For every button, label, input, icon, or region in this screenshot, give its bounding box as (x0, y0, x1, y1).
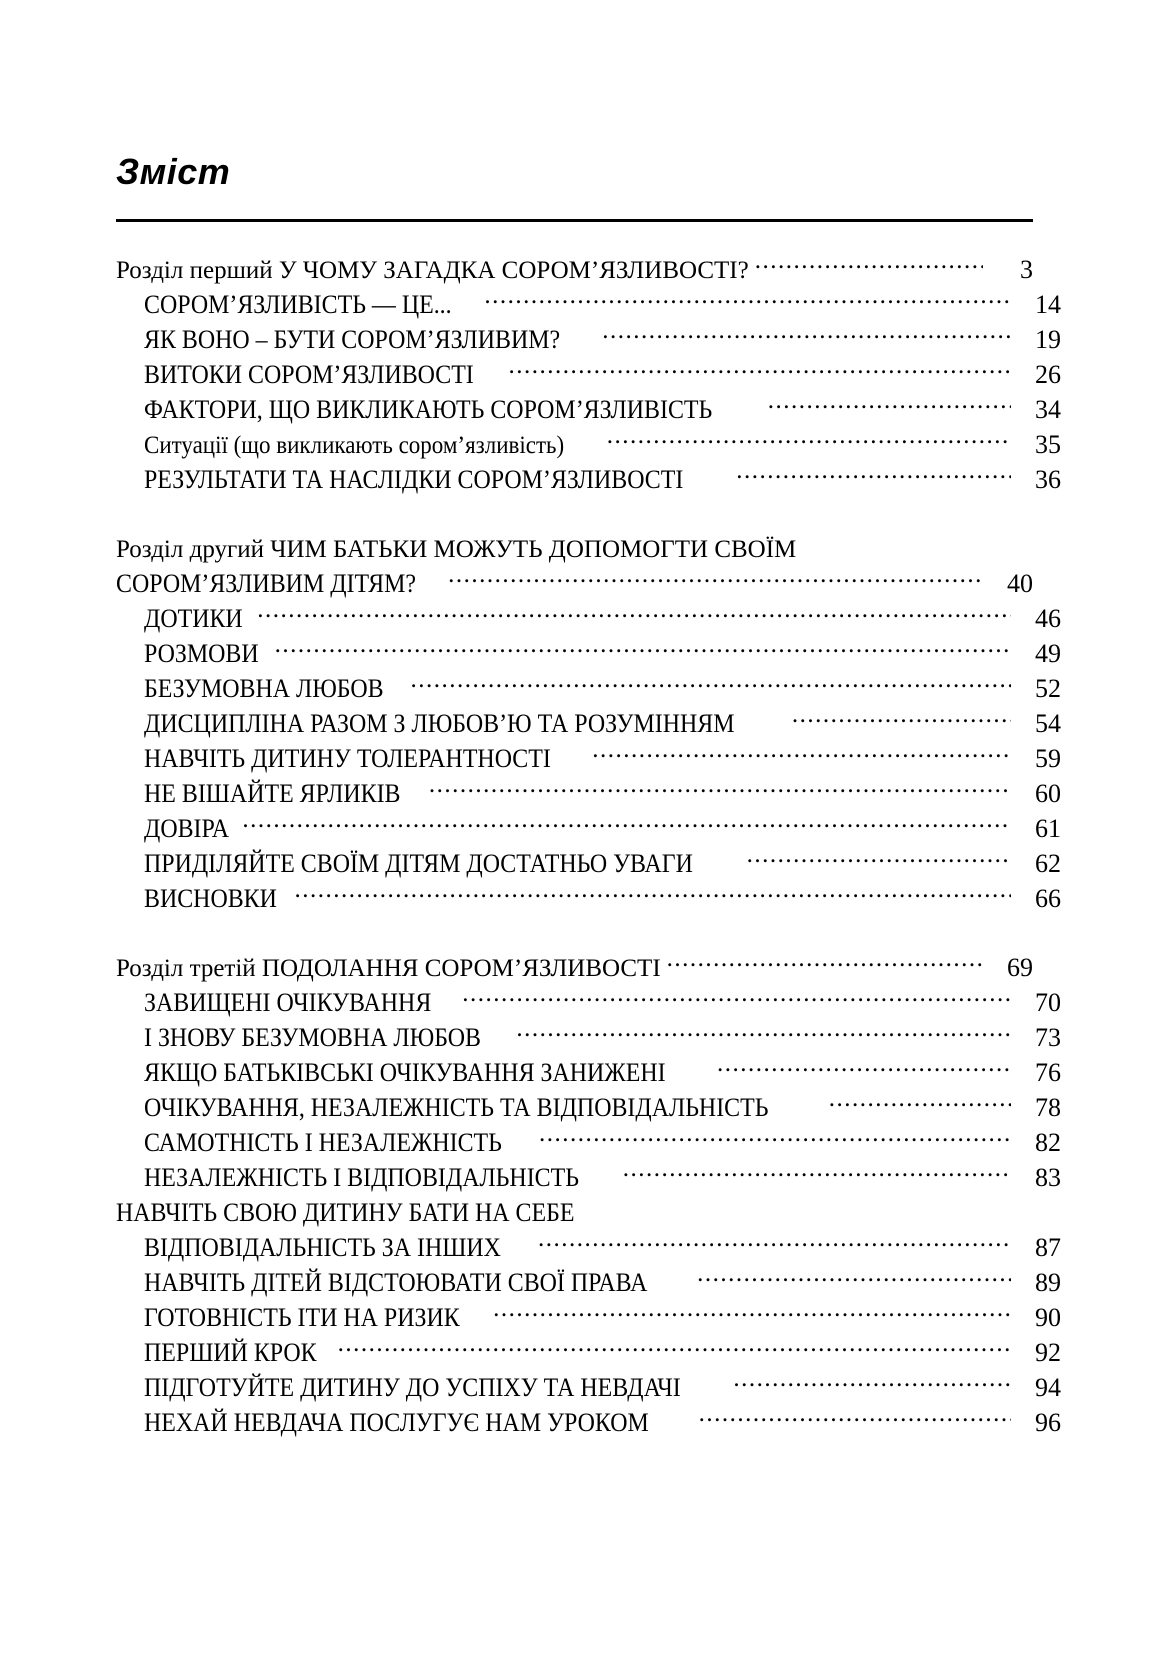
toc-entry-label: НЕХАЙ НЕВДАЧА ПОСЛУГУЄ НАМ УРОКОМ (144, 1408, 649, 1437)
toc-entry-row[interactable] (116, 636, 1061, 671)
toc-page-number: 34 (1035, 395, 1061, 424)
dot-leader (717, 1055, 1011, 1081)
toc-page-number: 59 (1035, 744, 1061, 773)
toc-entry-row[interactable] (116, 392, 1061, 427)
toc-entry-label: Розділ третій ПОДОЛАННЯ СОРОМ’ЯЗЛИВОСТІ (116, 955, 661, 982)
toc-entry-row[interactable] (116, 985, 1061, 1020)
toc-entry-row[interactable] (116, 776, 1061, 811)
dot-leader (733, 1370, 1011, 1396)
toc-page-number: 36 (1035, 465, 1061, 494)
toc-entry-label: ЯК ВОНО – БУТИ СОРОМ’ЯЗЛИВИМ? (144, 325, 561, 354)
toc-entry-row[interactable] (116, 881, 1061, 916)
dot-leader (607, 427, 1011, 453)
toc-entry-label: ПІДГОТУЙТЕ ДИТИНУ ДО УСПІХУ ТА НЕВДАЧІ (144, 1373, 681, 1402)
dot-leader (602, 322, 1011, 348)
toc-entry-row[interactable] (116, 1370, 1061, 1405)
toc-entry-label: ДОТИКИ (144, 604, 243, 633)
toc-page-number: 92 (1035, 1338, 1061, 1367)
toc-entry-label: Ситуації (що викликають сором’язливість) (144, 432, 565, 459)
toc-group (116, 950, 1061, 1440)
dot-leader (697, 1265, 1011, 1291)
dot-leader (516, 1020, 1011, 1046)
toc-chapter-row[interactable] (116, 531, 1033, 566)
toc-group-gap (116, 916, 1033, 950)
toc-entry-label: НАВЧІТЬ ДИТИНУ ТОЛЕРАНТНОСТІ (144, 744, 551, 773)
toc-chapter-row[interactable] (116, 950, 1033, 985)
dot-leader (829, 1090, 1011, 1116)
toc-page-number: 40 (1007, 569, 1033, 598)
toc-entry-label: ВИТОКИ СОРОМ’ЯЗЛИВОСТІ (144, 360, 474, 389)
dot-leader (768, 392, 1011, 418)
toc-page-number: 87 (1035, 1233, 1061, 1262)
toc-entry-label: РЕЗУЛЬТАТИ ТА НАСЛІДКИ СОРОМ’ЯЗЛИВОСТІ (144, 465, 684, 494)
dot-leader (802, 531, 983, 557)
toc-entry-row[interactable] (116, 1090, 1061, 1125)
toc-entry-row[interactable] (116, 1335, 1061, 1370)
toc-entry-label: НЕЗАЛЕЖНІСТЬ І ВІДПОВІДАЛЬНІСТЬ (144, 1163, 579, 1192)
toc-entry-label: СОРОМ’ЯЗЛИВІСТЬ — ЦЕ... (144, 290, 452, 319)
dot-leader (448, 566, 983, 592)
toc-entry-label: НАВЧІТЬ СВОЮ ДИТИНУ БАТИ НА СЕБЕ (116, 1198, 575, 1227)
toc-entry-row[interactable] (116, 427, 1061, 462)
toc-entry-row[interactable] (116, 846, 1061, 881)
toc-entry-label: БЕЗУМОВНА ЛЮБОВ (144, 674, 384, 703)
toc-entry-label: ВІДПОВІДАЛЬНІСТЬ ЗА ІНШИХ (144, 1233, 501, 1262)
toc-entry-label: НАВЧІТЬ ДІТЕЙ ВІДСТОЮВАТИ СВОЇ ПРАВА (144, 1268, 648, 1297)
toc-entry-label: ЯКЩО БАТЬКІВСЬКІ ОЧІКУВАННЯ ЗАНИЖЕНІ (144, 1058, 666, 1087)
title-divider (116, 219, 1033, 222)
toc-page-number: 90 (1035, 1303, 1061, 1332)
toc-page-number: 19 (1035, 325, 1061, 354)
toc-entry-label: РОЗМОВИ (144, 639, 259, 668)
toc-entry-label: ГОТОВНІСТЬ ІТИ НА РИЗИК (144, 1303, 460, 1332)
toc-entry-row[interactable] (116, 601, 1061, 636)
toc-entry-label: ЗАВИЩЕНІ ОЧІКУВАННЯ (144, 988, 432, 1017)
toc-entry-label: ДОВІРА (144, 814, 230, 843)
toc-entry-row[interactable] (116, 1160, 1061, 1195)
toc-page-number: 82 (1035, 1128, 1061, 1157)
toc-entry-row[interactable] (116, 357, 1061, 392)
dot-leader (493, 1300, 1011, 1326)
dot-leader (792, 706, 1011, 732)
toc-page-number: 3 (1020, 255, 1033, 284)
toc-page-number: 54 (1035, 709, 1061, 738)
dot-leader (275, 636, 1011, 662)
dot-leader (294, 881, 1011, 907)
page-title: Зміст (116, 151, 231, 192)
dot-leader (538, 1230, 1011, 1256)
toc-page-number: 49 (1035, 639, 1061, 668)
toc-entry-label: ДИСЦИПЛІНА РАЗОМ З ЛЮБОВ’Ю ТА РОЗУМІННЯМ (144, 709, 735, 738)
toc-page-number: 78 (1035, 1093, 1061, 1122)
toc-page-number: 62 (1035, 849, 1061, 878)
toc-entry-row[interactable] (116, 1300, 1061, 1335)
dot-leader (462, 985, 1011, 1011)
dot-leader (508, 357, 1011, 383)
toc-entry-label: І ЗНОВУ БЕЗУМОВНА ЛЮБОВ (144, 1023, 482, 1052)
toc-entry-row[interactable] (116, 1195, 1033, 1230)
toc-page-number: 83 (1035, 1163, 1061, 1192)
toc-page-number: 94 (1035, 1373, 1061, 1402)
toc-page-number: 61 (1035, 814, 1061, 843)
toc-entry-row[interactable] (116, 1230, 1061, 1265)
toc-entry-label: САМОТНІСТЬ І НЕЗАЛЕЖНІСТЬ (144, 1128, 502, 1157)
toc-entry-row[interactable] (116, 462, 1061, 497)
toc-page-number: 52 (1035, 674, 1061, 703)
toc-page-number: 66 (1035, 884, 1061, 913)
dot-leader (592, 741, 1011, 767)
dot-leader (257, 601, 1011, 627)
toc-entry-label: Розділ перший У ЧОМУ ЗАГАДКА СОРОМ’ЯЗЛИВОСТІ? (116, 257, 749, 284)
toc-entry-label: Розділ другий ЧИМ БАТЬКИ МОЖУТЬ ДОПОМОГТИ СВОЇМ (116, 536, 797, 563)
toc-entry-row[interactable] (116, 671, 1061, 706)
toc-entry-row[interactable] (116, 1125, 1061, 1160)
dot-leader (338, 1335, 1011, 1361)
toc-page-number: 69 (1007, 953, 1033, 982)
toc-entry-row[interactable] (116, 1405, 1061, 1440)
toc-page-number: 96 (1035, 1408, 1061, 1437)
toc-page-number: 14 (1035, 290, 1061, 319)
toc-entry-row[interactable] (116, 1055, 1061, 1090)
dot-leader (699, 1405, 1011, 1431)
toc-page-number: 46 (1035, 604, 1061, 633)
dot-leader (620, 1195, 983, 1221)
toc-entry-row[interactable] (116, 1265, 1061, 1300)
toc-entry-row[interactable] (116, 706, 1061, 741)
dot-leader (755, 252, 983, 278)
toc-group-gap (116, 497, 1033, 531)
dot-leader (410, 671, 1011, 697)
toc-entry-label: СОРОМ’ЯЗЛИВИМ ДІТЯМ? (116, 569, 417, 598)
toc-entry-label: ОЧІКУВАННЯ, НЕЗАЛЕЖНІСТЬ ТА ВІДПОВІДАЛЬНІСТЬ (144, 1093, 769, 1122)
toc-entry-row[interactable] (116, 811, 1061, 846)
toc-entry-row[interactable] (116, 741, 1061, 776)
toc-entry-label: ПЕРШИЙ КРОК (144, 1338, 317, 1367)
dot-leader (736, 462, 1011, 488)
toc-group (116, 531, 1061, 916)
toc-page-number: 89 (1035, 1268, 1061, 1297)
toc-entry-label: ФАКТОРИ, ЩО ВИКЛИКАЮТЬ СОРОМ’ЯЗЛИВІСТЬ (144, 395, 713, 424)
toc-chapter-row[interactable] (116, 252, 1033, 287)
dot-leader (429, 776, 1011, 802)
toc-page-number: 76 (1035, 1058, 1061, 1087)
dot-leader (539, 1125, 1011, 1151)
table-of-contents (116, 252, 1061, 1440)
toc-page-number: 60 (1035, 779, 1061, 808)
toc-entry-row[interactable] (116, 322, 1061, 357)
dot-leader (747, 846, 1011, 872)
toc-page-number: 26 (1035, 360, 1061, 389)
toc-entry-label: ВИСНОВКИ (144, 884, 277, 913)
toc-entry-row[interactable] (116, 287, 1061, 322)
dot-leader (623, 1160, 1011, 1186)
dot-leader (667, 950, 983, 976)
toc-page-number: 35 (1035, 430, 1061, 459)
toc-page-number: 73 (1035, 1023, 1061, 1052)
toc-chapter-row[interactable] (116, 566, 1033, 601)
toc-page-number: 70 (1035, 988, 1061, 1017)
toc-group (116, 252, 1061, 497)
toc-entry-label: ПРИДІЛЯЙТЕ СВОЇМ ДІТЯМ ДОСТАТНЬО УВАГИ (144, 849, 693, 878)
toc-entry-label: НЕ ВІШАЙТЕ ЯРЛИКІВ (144, 779, 401, 808)
dot-leader (242, 811, 1011, 837)
dot-leader (484, 287, 1011, 313)
toc-entry-row[interactable] (116, 1020, 1061, 1055)
